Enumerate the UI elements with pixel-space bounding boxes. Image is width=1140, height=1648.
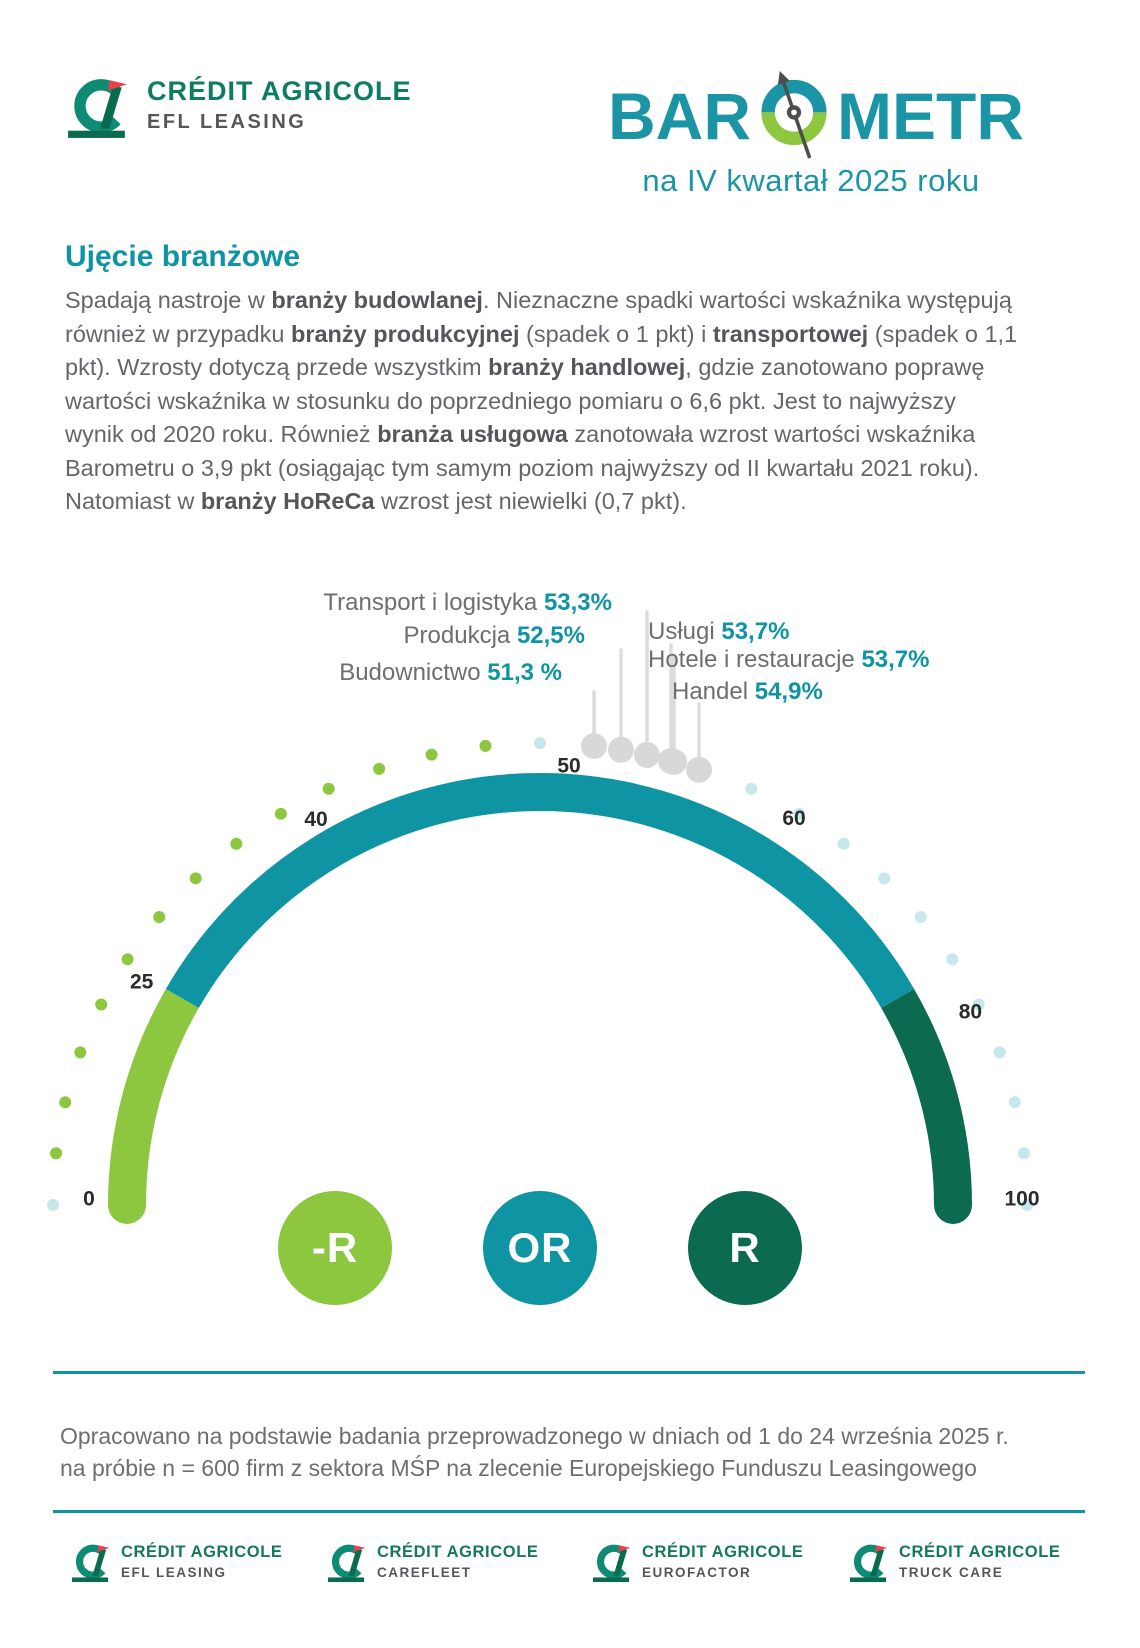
barometr-text-right: METR: [837, 79, 1024, 153]
industry-value: 53,7%: [721, 618, 790, 645]
paragraph-bold-run: branża usługowa: [377, 421, 568, 447]
barometer-dial-icon: [752, 66, 836, 166]
industry-label-1: [404, 620, 585, 652]
scale-dot: [275, 808, 287, 820]
footer-brand-subname: CAREFLEET: [377, 1565, 472, 1580]
footer-logo-text: [899, 1543, 1060, 1580]
scale-label-50: 50: [557, 754, 581, 778]
footer-logo-2: [591, 1540, 803, 1591]
ca-monogram-icon: [326, 1540, 368, 1586]
industry-label-2: [339, 657, 562, 689]
industry-name: Handel: [672, 678, 755, 705]
scale-dot: [230, 838, 242, 850]
scale-dot: [47, 1199, 59, 1211]
ca-monogram-icon: [65, 72, 131, 144]
divider-top: [53, 1371, 1085, 1374]
header-brand-logo: [65, 72, 412, 149]
scale-dot: [1009, 1096, 1021, 1108]
paragraph-run: , gdzie zanotowano poprawę wartości wskaźnika w stosunku do poprzedniego pomiaru o 6,6 pkt. Jest to najwyższy wynik od 2020 roku. Również: [65, 354, 985, 447]
scale-dot: [95, 999, 107, 1011]
paragraph-run: zanotowała wzrost wartości wskaźnika Barometru o 3,9 pkt (osiągając tym samym poziom najwyższy od II kwartału 2021 roku). Natomiast w: [65, 421, 980, 514]
paragraph-bold-run: branży produkcyjnej: [290, 320, 520, 347]
scale-label-60: 60: [782, 807, 806, 831]
credit-agricole-icon: [326, 1540, 368, 1591]
divider-bottom: [53, 1510, 1085, 1513]
industry-value: 53,7%: [861, 646, 930, 673]
industry-name: Budownictwo: [339, 659, 488, 686]
industry-pin-0: [634, 742, 660, 768]
footer-brand-subname: TRUCK CARE: [899, 1565, 1004, 1580]
scale-dot: [122, 953, 134, 965]
ca-monogram-icon: [848, 1540, 890, 1586]
section-heading: Ujęcie branżowe: [65, 240, 301, 273]
paragraph-run: (spadek o 1 pkt) i: [519, 320, 713, 347]
footer-brand-name: CRÉDIT AGRICOLE: [899, 1543, 1061, 1561]
section-paragraph: [65, 284, 1021, 519]
industry-label-5: [672, 676, 823, 708]
scale-dot: [323, 783, 335, 795]
paragraph-run: (spadek o 1,1 pkt). Wzrosty dotyczą przede wszystkim: [65, 320, 1018, 380]
footer-brand-subname: EFL LEASING: [121, 1565, 227, 1580]
industry-name: Hotele i restauracje: [648, 646, 862, 673]
paragraph-run: . Nieznaczne spadki wartości wskaźnika występują również w przypadku: [65, 287, 1012, 347]
scale-label-40: 40: [304, 808, 328, 832]
header-brand-text: [147, 76, 412, 134]
ca-monogram-icon: [70, 1540, 112, 1586]
industry-label-4: [648, 644, 930, 676]
industry-name: Usługi: [648, 618, 722, 645]
scale-label-80: 80: [958, 1000, 983, 1024]
scale-dot: [534, 737, 546, 749]
scale-dot: [1018, 1147, 1030, 1159]
legend-circle-r: [688, 1191, 802, 1305]
arc-end-cap: [108, 1186, 146, 1224]
industry-pin-5: [686, 757, 712, 783]
edition-subtitle: na IV kwartał 2025 roku: [642, 163, 980, 198]
scale-dot: [994, 1046, 1006, 1058]
industry-pin-4: [661, 749, 687, 775]
methodology-note-line2: na próbie n = 600 firm z sektora MŚP na zlecenie Europejskiego Funduszu Leasingowego: [60, 1455, 977, 1481]
legend-circle-or: [483, 1191, 597, 1305]
scale-dot: [878, 872, 890, 884]
industry-pin-2: [581, 733, 607, 759]
scale-dot: [838, 838, 850, 850]
paragraph-bold-run: transportowej: [712, 320, 869, 347]
industry-name: Produkcja: [403, 622, 517, 649]
scale-dot: [74, 1046, 86, 1058]
dial-icon: [752, 66, 836, 166]
footer-brand-subname: EUROFACTOR: [642, 1565, 752, 1580]
scale-label-0: 0: [83, 1187, 95, 1211]
barometr-text-left: BAR: [608, 79, 751, 153]
footer-brand-name: CRÉDIT AGRICOLE: [121, 1543, 283, 1561]
legend-circle-minusr: [278, 1191, 392, 1305]
barometr-logo: [608, 66, 1024, 166]
paragraph-bold-run: branży handlowej: [488, 354, 686, 380]
arc-end-cap: [934, 1186, 972, 1224]
scale-dot: [915, 911, 927, 923]
footer-logo-1: [326, 1540, 538, 1591]
footer-logo-0: [70, 1540, 282, 1591]
brand-name: CRÉDIT AGRICOLE: [147, 76, 412, 106]
footer-logo-text: [642, 1543, 803, 1580]
legend-label: R: [729, 1224, 761, 1271]
methodology-note-line1: Opracowano na podstawie badania przeprowadzonego w dniach od 1 do 24 września 2025 r.: [60, 1423, 1009, 1449]
industry-pin-1: [608, 737, 634, 763]
paragraph-run: Spadają nastroje w: [65, 287, 272, 313]
credit-agricole-icon: [70, 1540, 112, 1591]
industry-value: 53,3%: [543, 589, 612, 616]
scale-dot: [479, 740, 491, 752]
footer-brand-name: CRÉDIT AGRICOLE: [377, 1543, 539, 1561]
industry-name: Transport i logistyka: [323, 589, 544, 616]
paragraph-bold-run: branży budowlanej: [271, 287, 483, 313]
credit-agricole-icon: [591, 1540, 633, 1591]
scale-dot: [946, 953, 958, 965]
paragraph-bold-run: branży HoReCa: [200, 488, 375, 514]
arc-segment-high: [898, 999, 953, 1206]
legend-label: -R: [311, 1224, 359, 1271]
credit-agricole-icon: [65, 72, 131, 149]
industry-value: 54,9%: [754, 678, 823, 705]
industry-value: 51,3 %: [487, 659, 562, 686]
scale-dot: [59, 1096, 71, 1108]
scale-dot: [426, 749, 438, 761]
scale-dot: [373, 763, 385, 775]
scale-dot: [190, 872, 202, 884]
footer-brand-name: CRÉDIT AGRICOLE: [642, 1543, 804, 1561]
footer-logo-3: [848, 1540, 1060, 1591]
legend-label: OR: [507, 1224, 573, 1271]
industry-value: 52,5%: [516, 622, 585, 649]
scale-dot: [50, 1147, 62, 1159]
scale-label-25: 25: [129, 970, 154, 994]
industry-label-0: [323, 587, 612, 619]
credit-agricole-icon: [848, 1540, 890, 1591]
footer-logo-text: [121, 1543, 282, 1580]
brand-subname: EFL LEASING: [147, 111, 307, 133]
scale-dot: [153, 911, 165, 923]
scale-dot: [745, 783, 757, 795]
paragraph-run: wzrost jest niewielki (0,7 pkt).: [374, 488, 687, 514]
scale-label-100: 100: [1004, 1187, 1040, 1211]
footer-logo-text: [377, 1543, 538, 1580]
ca-monogram-icon: [591, 1540, 633, 1586]
arc-segment-low: [127, 999, 182, 1206]
